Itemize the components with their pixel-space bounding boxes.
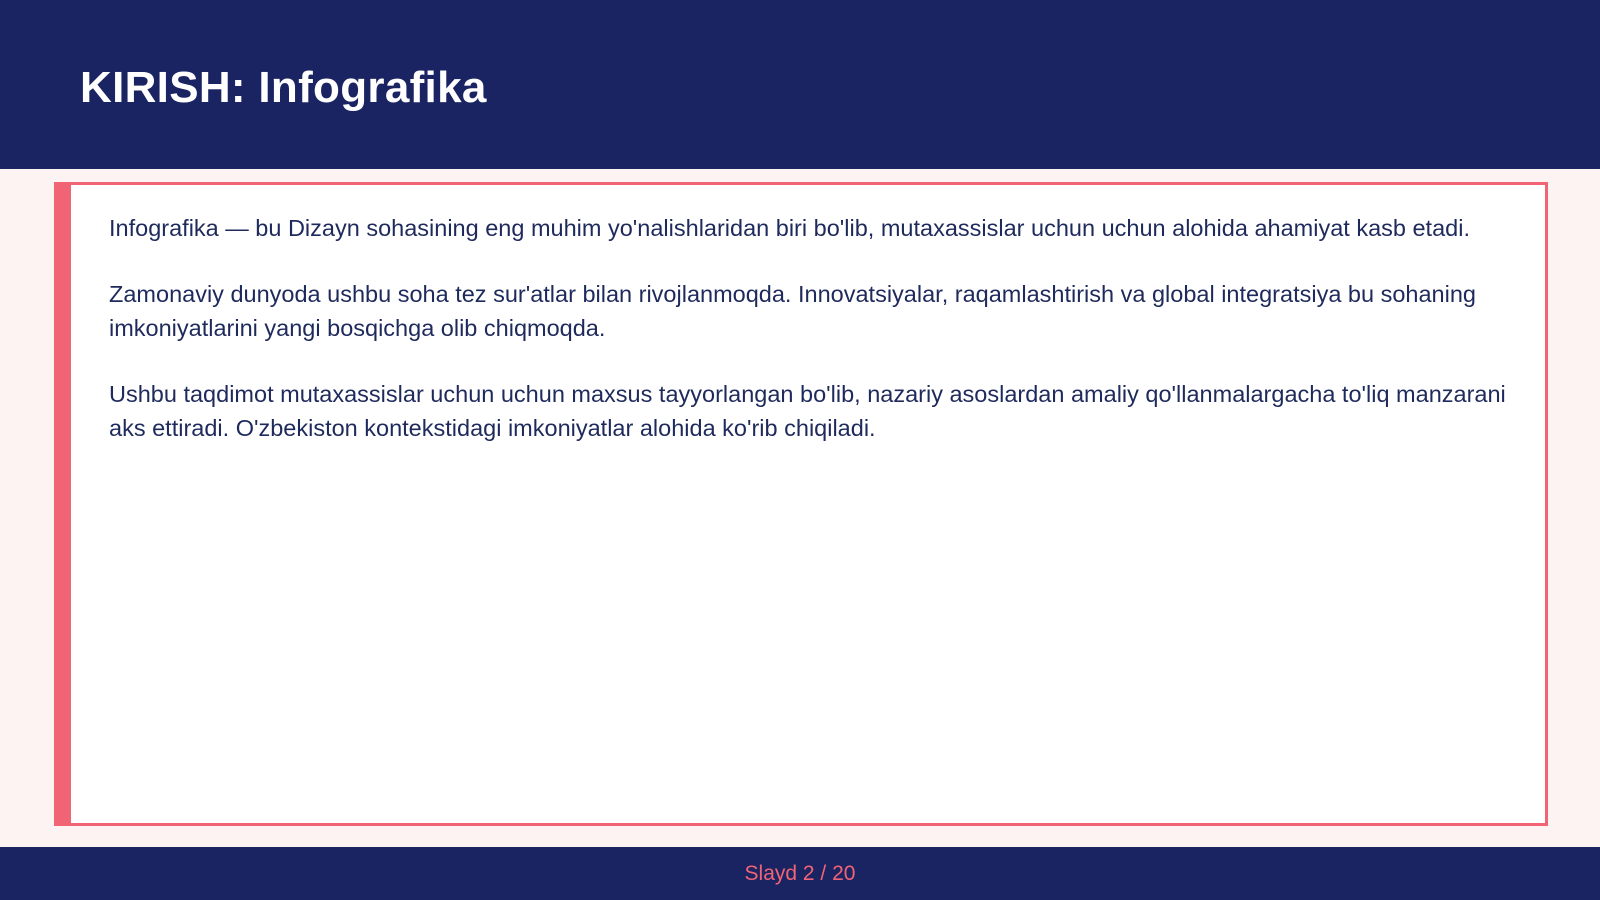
content-card: [54, 182, 1548, 826]
slide-footer: [0, 847, 1600, 900]
slide-title: KIRISH: Infografika: [80, 63, 487, 112]
slide-counter: Slayd 2 / 20: [744, 862, 856, 885]
paragraph-presentation-scope: Ushbu taqdimot mutaxassislar uchun uchun maxsus tayyorlangan bo'lib, nazariy asoslardan amaliy qo'llanmalargacha to'liq manzarani aks ettiradi. O'zbekiston kontekstidagi imkoniyatlar alohida ko'rib chiqiladi.: [109, 381, 1506, 441]
paragraph-modern-world: Zamonaviy dunyoda ushbu soha tez sur'atlar bilan rivojlanmoqda. Innovatsiyalar, raqamlashtirish va global integratsiya bu sohaning imkoniyatlarini yangi bosqichga olib chiqmoqda.: [109, 281, 1476, 341]
content-body: [109, 211, 1514, 477]
paragraph-intro: Infografika — bu Dizayn sohasining eng muhim yo'nalishlaridan biri bo'lib, mutaxassislar uchun uchun alohida ahamiyat kasb etadi.: [109, 215, 1470, 241]
slide-header: [0, 0, 1600, 169]
